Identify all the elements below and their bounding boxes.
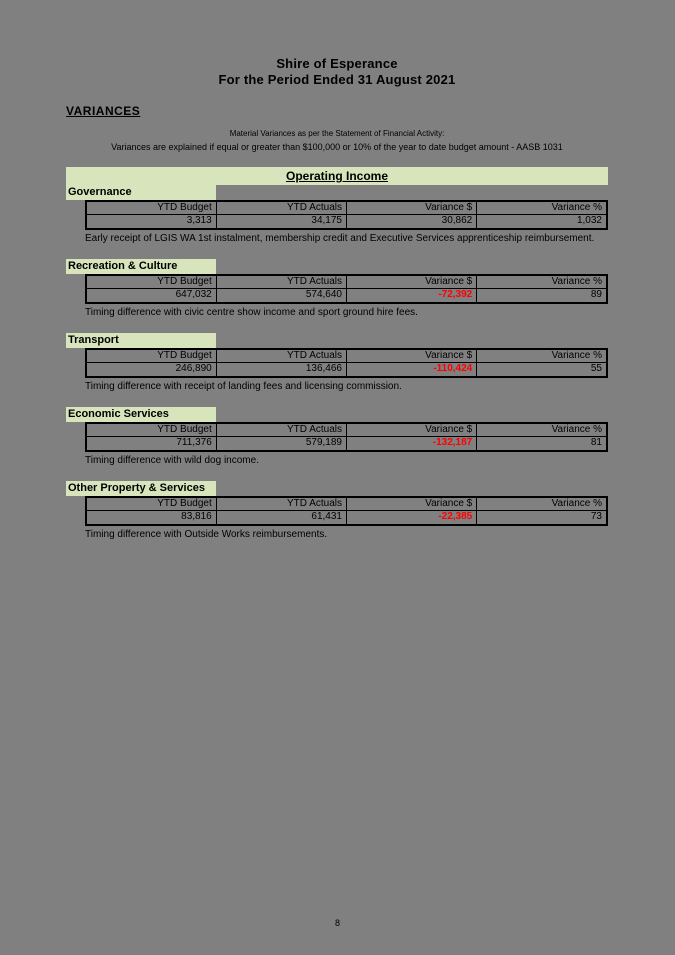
- variance-threshold-note: Variances are explained if equal or greater than $100,000 or 10% of the year to date budget amount - AASB 1031: [111, 142, 563, 152]
- col-header-variance-dollars: Variance $: [347, 423, 477, 437]
- col-header-ytd-actuals: YTD Actuals: [216, 497, 346, 511]
- table-header-row: [86, 275, 607, 289]
- report-content: [66, 56, 608, 541]
- cell-ytd-actuals: 574,640: [216, 289, 346, 303]
- col-header-variance-percent: Variance %: [477, 349, 607, 363]
- cell-variance-percent: 81: [477, 437, 607, 451]
- variance-note: Timing difference with civic centre show income and sport ground hire fees.: [85, 306, 418, 318]
- table-row: [86, 289, 607, 303]
- document-title: [66, 56, 608, 88]
- variance-section-economic-services: [66, 407, 608, 467]
- cell-variance-dollars: -110,424: [347, 363, 477, 377]
- cell-ytd-budget: 647,032: [86, 289, 216, 303]
- col-header-variance-percent: Variance %: [477, 423, 607, 437]
- col-header-variance-dollars: Variance $: [347, 201, 477, 215]
- col-header-ytd-actuals: YTD Actuals: [216, 275, 346, 289]
- col-header-variance-percent: Variance %: [477, 497, 607, 511]
- col-header-variance-dollars: Variance $: [347, 349, 477, 363]
- table-row: [86, 437, 607, 451]
- cell-variance-percent: 55: [477, 363, 607, 377]
- material-variances-note: Material Variances as per the Statement of Financial Activity:: [229, 129, 445, 138]
- col-header-ytd-actuals: YTD Actuals: [216, 349, 346, 363]
- col-header-variance-dollars: Variance $: [347, 275, 477, 289]
- variances-heading: VARIANCES: [66, 104, 141, 118]
- cell-variance-dollars: 30,862: [347, 215, 477, 229]
- cell-variance-percent: 89: [477, 289, 607, 303]
- table-row: [86, 363, 607, 377]
- col-header-variance-percent: Variance %: [477, 275, 607, 289]
- table-row: [86, 215, 607, 229]
- col-header-ytd-budget: YTD Budget: [86, 497, 216, 511]
- table-row: [86, 511, 607, 525]
- col-header-ytd-actuals: YTD Actuals: [216, 201, 346, 215]
- category-label: Other Property & Services: [66, 481, 216, 496]
- variance-note: Timing difference with receipt of landing fees and licensing commission.: [85, 380, 402, 392]
- col-header-ytd-budget: YTD Budget: [86, 423, 216, 437]
- col-header-ytd-actuals: YTD Actuals: [216, 423, 346, 437]
- cell-variance-percent: 73: [477, 511, 607, 525]
- table-header-row: [86, 349, 607, 363]
- variance-section-governance: [66, 185, 608, 245]
- variance-note: Timing difference with wild dog income.: [85, 454, 259, 466]
- col-header-variance-percent: Variance %: [477, 201, 607, 215]
- col-header-ytd-budget: YTD Budget: [86, 275, 216, 289]
- category-label: Recreation & Culture: [66, 259, 216, 274]
- operating-income-banner: [66, 167, 608, 185]
- page-number: 8: [334, 918, 340, 928]
- cell-ytd-budget: 3,313: [86, 215, 216, 229]
- cell-ytd-actuals: 136,466: [216, 363, 346, 377]
- cell-ytd-budget: 246,890: [86, 363, 216, 377]
- cell-ytd-actuals: 34,175: [216, 215, 346, 229]
- title-period: For the Period Ended 31 August 2021: [218, 72, 456, 87]
- variance-note: Timing difference with Outside Works reimbursements.: [85, 528, 328, 540]
- table-header-row: [86, 497, 607, 511]
- variance-section-other-property-services: [66, 481, 608, 541]
- category-label: Economic Services: [66, 407, 216, 422]
- variance-table: [85, 496, 608, 526]
- table-header-row: [86, 201, 607, 215]
- table-header-row: [86, 423, 607, 437]
- variance-table: [85, 422, 608, 452]
- cell-variance-dollars: -22,385: [347, 511, 477, 525]
- cell-variance-dollars: -132,187: [347, 437, 477, 451]
- variance-table: [85, 348, 608, 378]
- col-header-ytd-budget: YTD Budget: [86, 201, 216, 215]
- variance-table: [85, 274, 608, 304]
- title-org: Shire of Esperance: [276, 56, 398, 71]
- col-header-variance-dollars: Variance $: [347, 497, 477, 511]
- category-label: Governance: [66, 185, 216, 200]
- variance-table: [85, 200, 608, 230]
- category-label: Transport: [66, 333, 216, 348]
- cell-ytd-budget: 83,816: [86, 511, 216, 525]
- col-header-ytd-budget: YTD Budget: [86, 349, 216, 363]
- variance-section-transport: [66, 333, 608, 393]
- cell-ytd-actuals: 579,189: [216, 437, 346, 451]
- cell-variance-dollars: -72,392: [347, 289, 477, 303]
- variance-section-recreation-culture: [66, 259, 608, 319]
- variance-note: Early receipt of LGIS WA 1st instalment, membership credit and Executive Services apprenticeship reimbursement.: [85, 232, 595, 244]
- cell-variance-percent: 1,032: [477, 215, 607, 229]
- operating-income-banner-label: Operating Income: [285, 169, 389, 183]
- cell-ytd-actuals: 61,431: [216, 511, 346, 525]
- cell-ytd-budget: 711,376: [86, 437, 216, 451]
